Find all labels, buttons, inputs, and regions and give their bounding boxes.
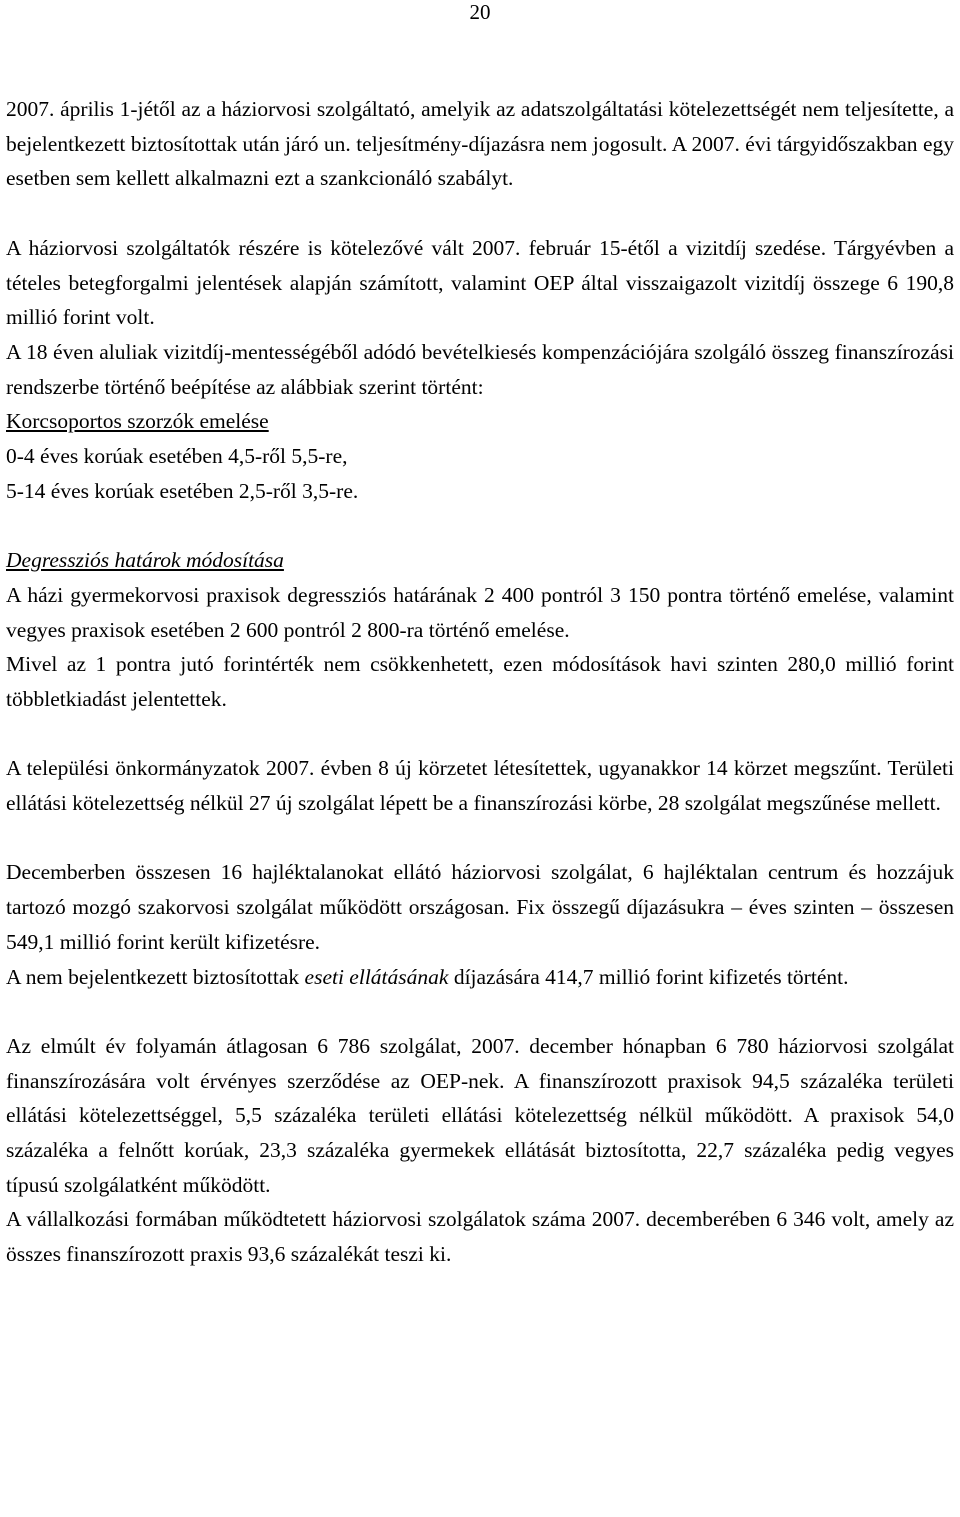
paragraph-szolgalatok: Az elmúlt év folyamán átlagosan 6 786 szolgálat, 2007. december hónapban 6 780 háziorvosi szolgálat finanszírozására volt érvényes szerződése az OEP-nek. A finanszírozott praxisok 94,5 százaléka területi ellátási kötelezettséggel, 5,5 százaléka területi ellátási kötelezettség nélkül működött. A praxisok 54,0 százaléka a felnőtt korúak, 23,3 százaléka gyermekek ellátását biztosította, 22,7 százaléka pedig vegyes típusú szolgálatként működött. [6,1033,954,1197]
eseti-ellatas-text-after: díjazására 414,7 millió forint kifizetés történt. [448,964,849,989]
paragraph-vizitdij: A háziorvosi szolgáltatók részére is kötelezővé vált 2007. február 15-étől a vizitdíj szedése. Tárgyévben a tételes betegforgalmi jelentések alapján számított, valamint OEP által visszaigazolt vizitdíj összege 6 190,8 millió forint volt. [6,235,954,330]
line-5-14-eves: 5-14 éves korúak esetében 2,5-ről 3,5-re. [6,478,359,503]
eseti-ellatas-italic: eseti ellátásának [304,964,449,989]
paragraph-vallalkozasi-forma: A vállalkozási formában működtetett háziorvosi szolgálatok száma 2007. decemberében 6 346 volt, amely az összes finanszírozott praxis 93,6 százalékát teszi ki. [6,1207,954,1267]
paragraph-degresszios-hatar: A házi gyermekorvosi praxisok degressziós határának 2 400 pontról 3 150 pontra történő emelése, valamint vegyes praxisok esetében 2 600 pontról 2 800-ra történő emelése. [6,582,954,642]
paragraph-kompenzacio: A 18 éven aluliak vizitdíj-mentességéből adódó bevételkiesés kompenzációjára szolgáló összeg finanszírozási rendszerbe történő beépítése az alábbiak szerint történt: [6,339,954,399]
eseti-ellatas-text-before: A nem bejelentkezett biztosítottak [6,964,305,989]
paragraph-adatszolgaltatas: 2007. április 1-jétől az a háziorvosi szolgáltató, amelyik az adatszolgáltatási kötelezettségét nem teljesítette, a bejelentkezett biztosítottak után járó un. teljesítmény-díjazásra nem jogosult. A 2007. évi tárgyidőszakban egy esetben sem kellett alkalmazni ezt a szankcionáló szabályt. [6,97,954,191]
heading-degresszios-hatarok: Degressziós határok módosítása [6,548,284,573]
page-number: 20 [469,0,491,24]
paragraph-hajlektalan: Decemberben összesen 16 hajléktalanokat ellátó háziorvosi szolgálat, 6 hajléktalan centrum és hozzájuk tartozó mozgó szakorvosi szolgálat működött országosan. Fix összegű díjazásukra – éves szinten – összesen 549,1 millió forint került kifizetésre. [6,860,954,954]
paragraph-tobbletkiadas: Mivel az 1 pontra jutó forintérték nem csökkenhetett, ezen módosítások havi szinten 280,0 millió forint többletkiadást jelentettek. [6,652,954,711]
heading-korcsoportos-szorzok: Korcsoportos szorzók emelése [6,409,269,434]
paragraph-korzetek: A települési önkormányzatok 2007. évben 8 új körzetet létesítettek, ugyanakkor 14 körzet megszűnt. Területi ellátási kötelezettség nélkül 27 új szolgálat lépett be a finanszírozási körbe, 28 szolgálat megszűnése mellett. [6,756,954,816]
paragraph-eseti-ellatas [6,960,954,995]
document-body [6,92,954,1272]
line-0-4-eves: 0-4 éves korúak esetében 4,5-ről 5,5-re, [6,444,348,469]
